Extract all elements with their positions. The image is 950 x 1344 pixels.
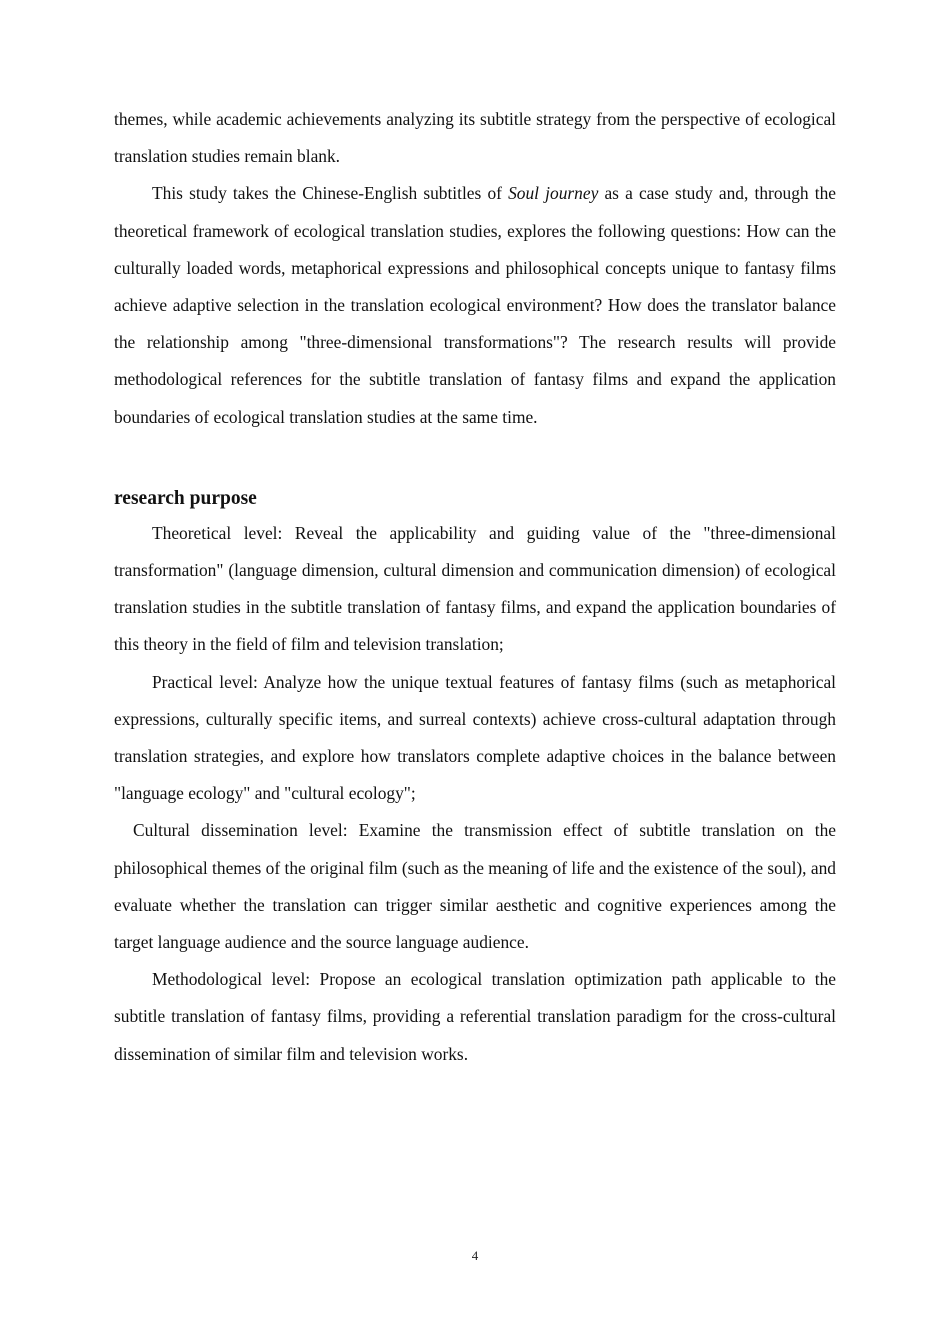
methodological-level-paragraph: Methodological level: Propose an ecological translation optimization path applicable to the subtitle translation of fantasy films, providing a referential translation paradigm for the cross-cultural dissemination of similar film and television works. bbox=[114, 969, 836, 1064]
intro-paragraph-continued: themes, while academic achievements analyzing its subtitle strategy from the perspective of ecological translation studies remain blank. bbox=[114, 109, 836, 167]
page-body bbox=[114, 101, 836, 1073]
study-paragraph-lead: This study takes the Chinese-English subtitles of bbox=[152, 183, 509, 204]
film-title: Soul journey bbox=[508, 183, 599, 204]
section-heading: research purpose bbox=[114, 487, 257, 509]
page-number: 4 bbox=[471, 1248, 479, 1263]
theoretical-level-paragraph: Theoretical level: Reveal the applicability and guiding value of the "three-dimensional transformation" (language dimension, cultural dimension and communication dimension) of ecological translation studies in the subtitle translation of fantasy films, and expand the application boundaries of this theory in the field of film and television translation; bbox=[114, 522, 836, 655]
cultural-dissemination-paragraph: Cultural dissemination level: Examine the transmission effect of subtitle translation on the philosophical themes of the original film (such as the meaning of life and the existence of the soul), and evaluate whether the translation can trigger similar aesthetic and cognitive experiences among the target language audience and the source language audience. bbox=[114, 820, 836, 953]
study-paragraph-rest: as a case study and, through the theoretical framework of ecological translation studies, explores the following questions: How can the culturally loaded words, metaphorical expressions and philosophical concepts unique to fantasy films achieve adaptive selection in the translation ecological environment? How does the translator balance the relationship among "three-dimensional transformations"? The research results will provide methodological references for the subtitle translation of fantasy films and expand the application boundaries of ecological translation studies at the same time. bbox=[114, 183, 836, 427]
study-paragraph bbox=[114, 175, 836, 435]
practical-level-paragraph: Practical level: Analyze how the unique textual features of fantasy films (such as metaphorical expressions, culturally specific items, and surreal contexts) achieve cross-cultural adaptation through translation strategies, and explore how translators complete adaptive choices in the balance between "language ecology" and "cultural ecology"; bbox=[114, 671, 836, 804]
